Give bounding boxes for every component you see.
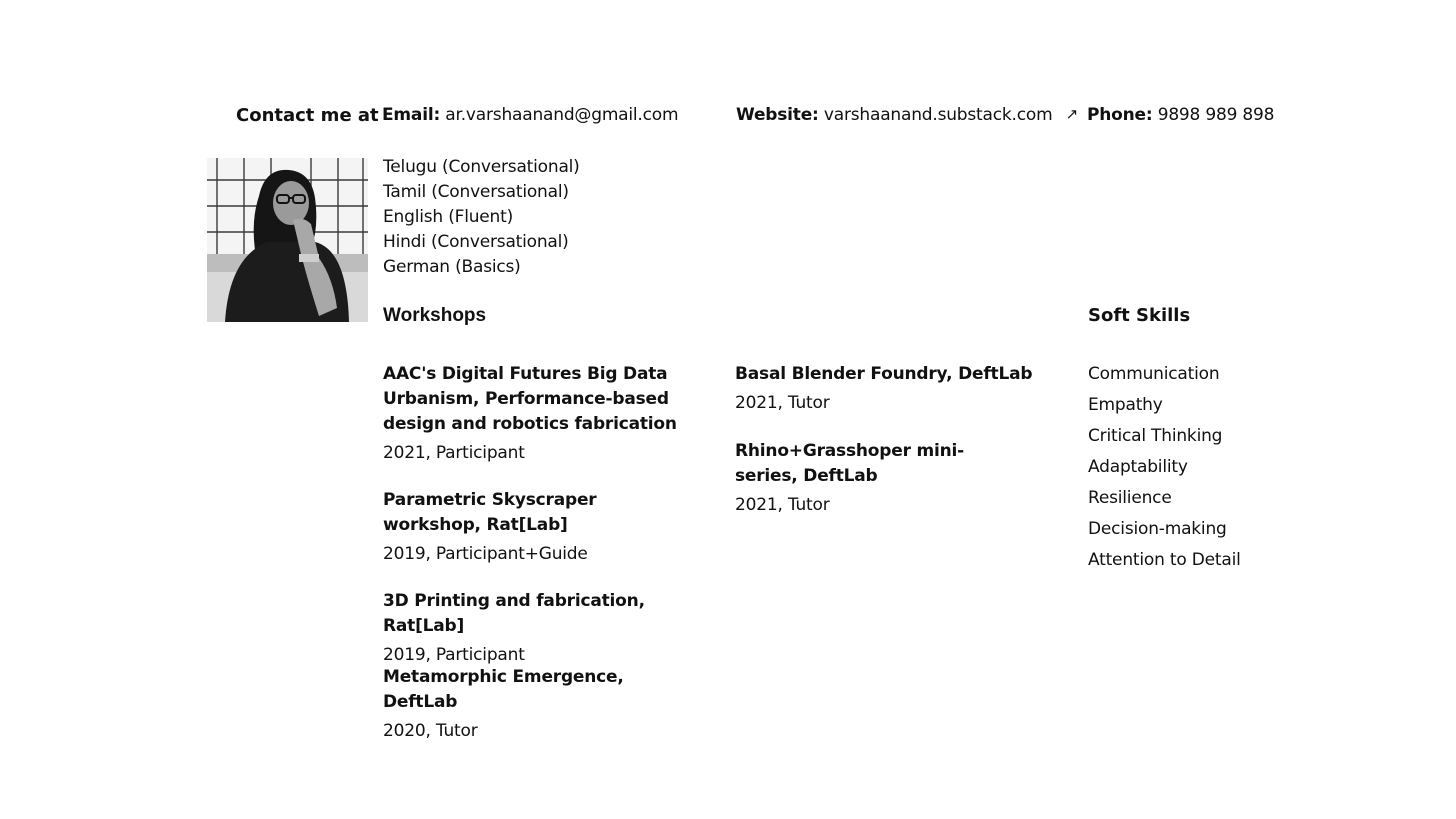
skill-item: Critical Thinking (1088, 426, 1223, 446)
workshop-title: Basal Blender Foundry, DeftLab (735, 364, 1033, 384)
soft-skills-title: Soft Skills (1088, 305, 1191, 326)
language-item: German (Basics) (383, 257, 521, 277)
phone-value[interactable]: 9898 989 898 (1157, 105, 1275, 125)
email-value[interactable]: ar.varshaanand@gmail.com (445, 105, 679, 125)
workshop-meta: 2020, Tutor (383, 721, 478, 741)
workshop-entry (735, 439, 1015, 518)
workshop-entry (383, 488, 698, 567)
skill-item: Adaptability (1088, 457, 1188, 477)
language-item: Hindi (Conversational) (383, 232, 569, 252)
contact-lead: Contact me at (236, 105, 379, 126)
profile-photo (207, 158, 368, 322)
workshop-entry (383, 665, 698, 744)
soft-skills-list (1088, 362, 1241, 579)
arrow-up-right-icon[interactable]: ↗ (1065, 105, 1079, 123)
website-label: Website: (736, 105, 819, 125)
skill-item: Empathy (1088, 395, 1163, 415)
workshop-meta: 2021, Tutor (735, 495, 830, 515)
language-item: Tamil (Conversational) (383, 182, 569, 202)
workshop-meta: 2021, Participant (383, 443, 525, 463)
workshop-title: Parametric Skyscraper workshop, Rat[Lab] (383, 490, 597, 535)
skill-item: Resilience (1088, 488, 1172, 508)
phone-contact[interactable] (1087, 105, 1274, 125)
workshop-title: Metamorphic Emergence, DeftLab (383, 667, 624, 712)
workshop-title: Rhino+Grasshoper mini-series, DeftLab (735, 441, 965, 486)
languages-list (383, 155, 580, 280)
workshop-title: 3D Printing and fabrication, Rat[Lab] (383, 591, 645, 636)
workshop-title: AAC's Digital Futures Big Data Urbanism, Performance-based design and robotics fabrication (383, 364, 677, 434)
phone-label: Phone: (1087, 105, 1153, 125)
website-contact[interactable] (736, 105, 1078, 125)
workshop-meta: 2019, Participant (383, 645, 525, 665)
language-item: English (Fluent) (383, 207, 514, 227)
skill-item: Decision-making (1088, 519, 1227, 539)
workshop-meta: 2021, Tutor (735, 393, 830, 413)
workshop-entry (383, 362, 698, 466)
workshop-entry (383, 589, 713, 668)
email-label: Email: (382, 105, 441, 125)
skill-item: Communication (1088, 364, 1220, 384)
workshops-title: Workshops (383, 305, 487, 326)
website-link[interactable]: varshaanand.substack.com (823, 105, 1053, 125)
language-item: Telugu (Conversational) (383, 157, 580, 177)
email-contact[interactable] (382, 105, 678, 125)
workshop-entry (735, 362, 1035, 416)
skill-item: Attention to Detail (1088, 550, 1241, 570)
workshop-meta: 2019, Participant+Guide (383, 544, 588, 564)
